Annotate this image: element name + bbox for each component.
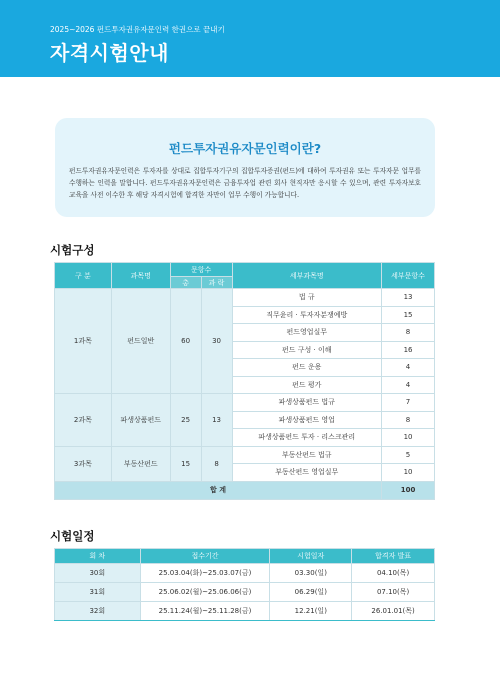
round-cell: 31회 bbox=[55, 583, 141, 602]
result-date-cell: 07.10(목) bbox=[352, 583, 435, 602]
result-date-cell: 04.10(목) bbox=[352, 564, 435, 583]
total-questions-cell: 25 bbox=[170, 394, 201, 447]
division-cell: 2과목 bbox=[55, 394, 112, 447]
table-row bbox=[55, 564, 435, 583]
subject-cell: 부동산펀드 bbox=[111, 446, 170, 481]
header-questions: 문항수 bbox=[170, 263, 232, 277]
total-row bbox=[55, 481, 435, 499]
detail-count-cell: 4 bbox=[382, 376, 435, 394]
detail-count-cell: 15 bbox=[382, 306, 435, 324]
detail-count-cell: 7 bbox=[382, 394, 435, 412]
detail-subject-cell: 법 규 bbox=[232, 289, 382, 307]
division-cell: 1과목 bbox=[55, 289, 112, 394]
detail-subject-cell: 부동산펀드 영업실무 bbox=[232, 464, 382, 482]
detail-subject-cell: 펀드 평가 bbox=[232, 376, 382, 394]
cutoff-cell: 13 bbox=[201, 394, 232, 447]
exam-date-cell: 03.30(일) bbox=[270, 564, 352, 583]
section-title-structure: 시험구성 bbox=[50, 243, 95, 257]
total-questions-cell: 60 bbox=[170, 289, 201, 394]
book-subtitle: 2025~2026 펀드투자권유자문인력 한권으로 끝내기 bbox=[50, 25, 225, 34]
subject-cell: 펀드일반 bbox=[111, 289, 170, 394]
total-value: 100 bbox=[382, 481, 435, 499]
cutoff-cell: 8 bbox=[201, 446, 232, 481]
division-cell: 3과목 bbox=[55, 446, 112, 481]
detail-count-cell: 10 bbox=[382, 464, 435, 482]
round-cell: 30회 bbox=[55, 564, 141, 583]
header-detail-count: 세부문항수 bbox=[382, 263, 435, 289]
exam-structure-table bbox=[54, 262, 435, 500]
page-title: 자격시험안내 bbox=[50, 41, 169, 65]
table-row bbox=[55, 289, 435, 307]
exam-schedule-table bbox=[54, 548, 435, 621]
header-exam-date: 시험일자 bbox=[270, 549, 352, 564]
exam-date-cell: 06.29(일) bbox=[270, 583, 352, 602]
detail-count-cell: 10 bbox=[382, 429, 435, 447]
detail-subject-cell: 직무윤리 · 투자자분쟁예방 bbox=[232, 306, 382, 324]
total-label: 합 계 bbox=[55, 481, 382, 499]
result-date-cell: 26.01.01(목) bbox=[352, 602, 435, 621]
cutoff-cell: 30 bbox=[201, 289, 232, 394]
application-period-cell: 25.03.04(화)~25.03.07(금) bbox=[140, 564, 270, 583]
table-row bbox=[55, 583, 435, 602]
section-title-schedule: 시험일정 bbox=[50, 529, 95, 543]
table-row bbox=[55, 394, 435, 412]
exam-date-cell: 12.21(일) bbox=[270, 602, 352, 621]
intro-title: 펀드투자권유자문인력이란? bbox=[168, 141, 322, 156]
header-round: 회 차 bbox=[55, 549, 141, 564]
subject-cell: 파생상품펀드 bbox=[111, 394, 170, 447]
detail-subject-cell: 부동산펀드 법규 bbox=[232, 446, 382, 464]
table-row bbox=[55, 602, 435, 621]
application-period-cell: 25.11.24(월)~25.11.28(금) bbox=[140, 602, 270, 621]
detail-subject-cell: 펀드 운용 bbox=[232, 359, 382, 377]
round-cell: 32회 bbox=[55, 602, 141, 621]
intro-body: 펀드투자권유자문인력은 투자자를 상대로 집합투자기구의 집합투자증권(펀드)에 대하여 투자권유 또는 투자자문 업무를 수행하는 인력을 말합니다. 펀드투자권유자문인력은 금융투자업 관련 회사 현직자만 응시할 수 있으며, 관련 투자자보호교육을 사전 이수한 후 해당 자격시험에 합격한 자만이 업무 수행이 가능합니다. bbox=[69, 167, 421, 199]
header-banner bbox=[0, 0, 500, 77]
detail-subject-cell: 파생상품펀드 투자 · 리스크관리 bbox=[232, 429, 382, 447]
detail-count-cell: 8 bbox=[382, 324, 435, 342]
header-detail-subject: 세부과목명 bbox=[232, 263, 382, 289]
table-row bbox=[55, 446, 435, 464]
header-subject: 과목명 bbox=[111, 263, 170, 289]
detail-count-cell: 13 bbox=[382, 289, 435, 307]
detail-count-cell: 4 bbox=[382, 359, 435, 377]
header-total: 총 bbox=[170, 277, 201, 289]
header-result-date: 합격자 발표 bbox=[352, 549, 435, 564]
detail-count-cell: 8 bbox=[382, 411, 435, 429]
total-questions-cell: 15 bbox=[170, 446, 201, 481]
header-cutoff: 과 락 bbox=[201, 277, 232, 289]
header-division: 구 분 bbox=[55, 263, 112, 289]
header-application-period: 접수기간 bbox=[140, 549, 270, 564]
exam-structure-body bbox=[55, 289, 435, 500]
detail-subject-cell: 펀드 구성 · 이해 bbox=[232, 341, 382, 359]
detail-count-cell: 16 bbox=[382, 341, 435, 359]
detail-subject-cell: 파생상품펀드 법규 bbox=[232, 394, 382, 412]
exam-schedule-body bbox=[55, 564, 435, 621]
detail-subject-cell: 펀드영업실무 bbox=[232, 324, 382, 342]
detail-count-cell: 5 bbox=[382, 446, 435, 464]
application-period-cell: 25.06.02(월)~25.06.06(금) bbox=[140, 583, 270, 602]
intro-box bbox=[55, 118, 435, 217]
detail-subject-cell: 파생상품펀드 영업 bbox=[232, 411, 382, 429]
